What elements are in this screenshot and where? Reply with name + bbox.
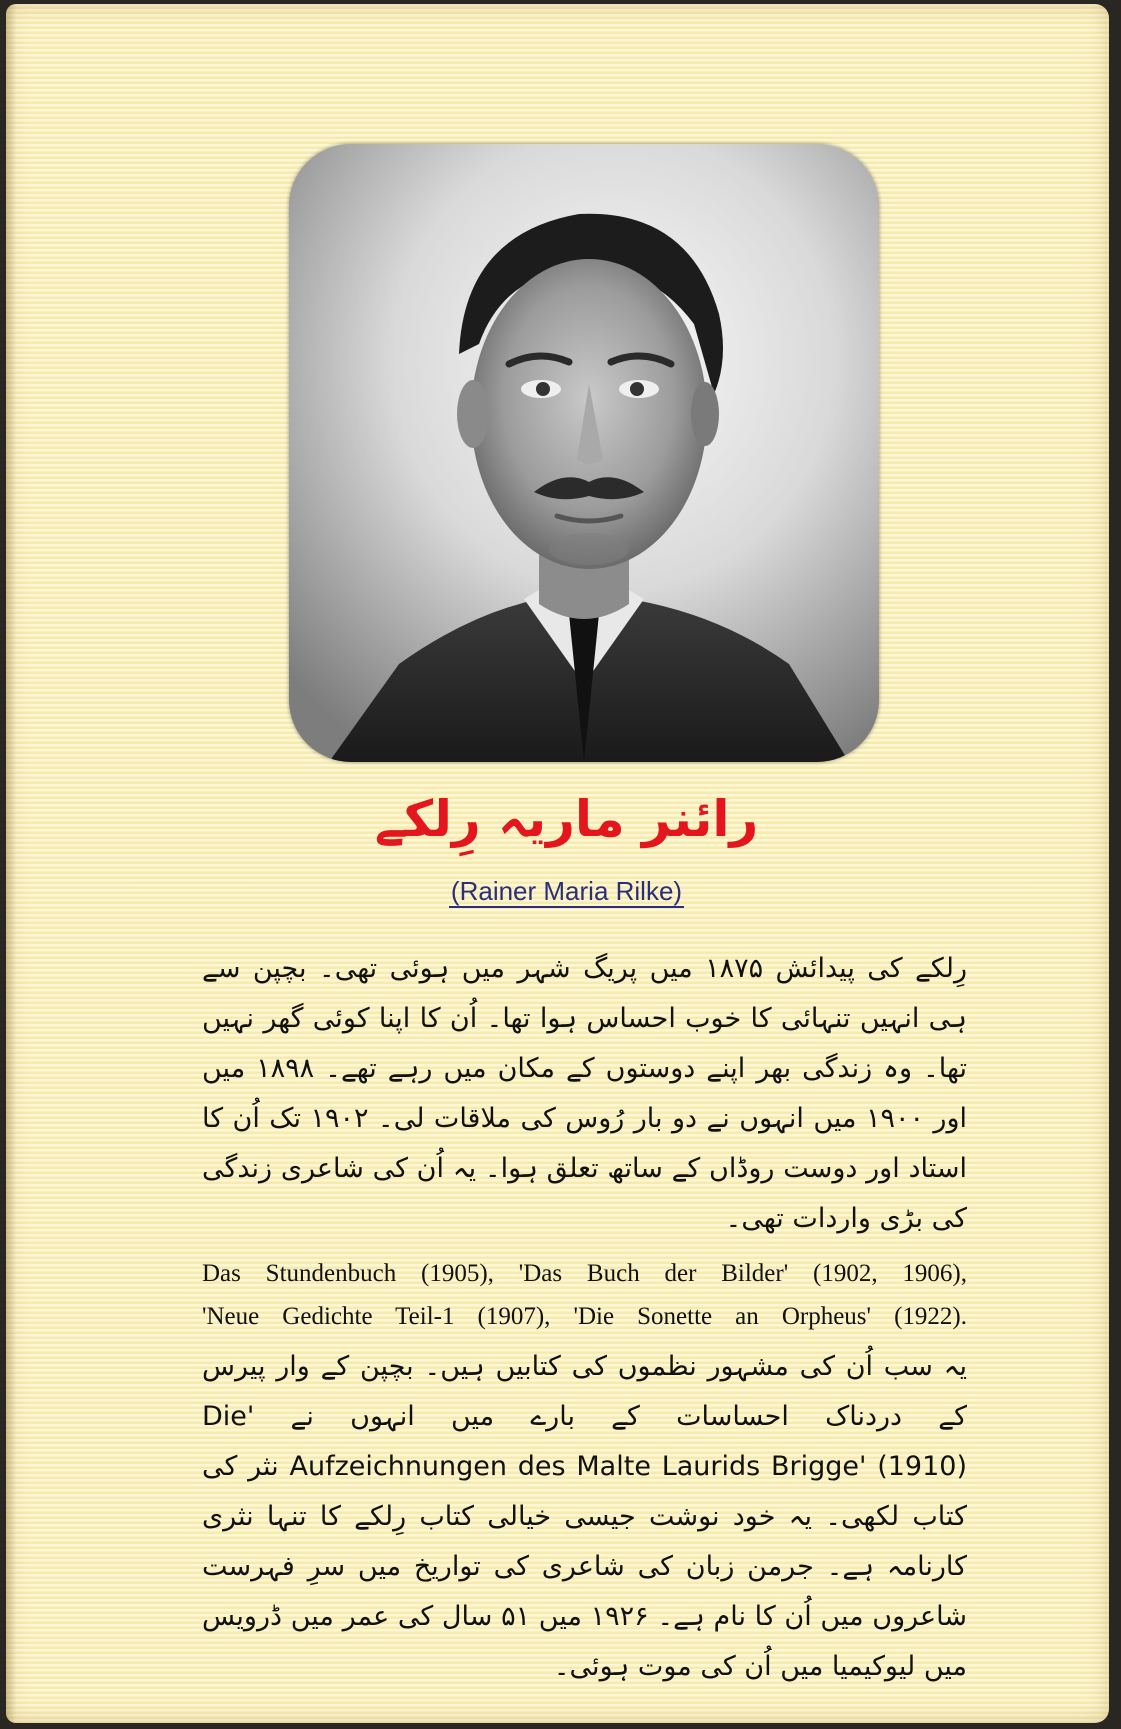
title-urdu: رائنر ماریہ رِلکے: [374, 790, 759, 848]
book-back-cover: [6, 4, 1109, 1723]
cover-spine-edge: [6, 4, 16, 1723]
biography-paragraph-1: رِلکے کی پیدائش ۱۸۷۵ میں پریگ شہر میں ہوئی تھی۔ بچپن سے ہی انہیں تنہائی کا خوب احساس ہوا تھا۔ اُن کا اپنا کوئی گھر نہیں تھا۔ وہ زندگی بھر اپنے دوستوں کے مکان میں رہے تھے۔ ۱۸۹۸ میں اور ۱۹۰۰ میں انہوں نے دو بار رُوس کی ملاقات لی۔ ۱۹۰۲ تک اُن کا استاد اور دوست روڈاں کے ساتھ تعلق ہوا۔ یہ اُن کی شاعری زندگی کی بڑی واردات تھی۔: [202, 953, 967, 1234]
author-portrait: [289, 144, 879, 762]
portrait-illustration: [289, 144, 879, 762]
biography-paragraph-2: یہ سب اُن کی مشہور نظموں کی کتابیں ہیں۔ بچپن کے وار پیرس کے دردناک احساسات کے بارے میں انہوں نے 'Die Aufzeichnungen des Malte Laurids Brigge' (1910) نثر کی کتاب لکھی۔ یہ خود نوشت جیسی خیالی کتاب رِلکے کا تنہا نثری کارنامہ ہے۔ جرمن زبان کی شاعری کی تواریخ میں سرِ فہرست شاعروں میں اُن کا نام ہے۔ ۱۹۲۶ میں ۵۱ سال کی عمر میں ڈرویس میں لیوکیمیا میں اُن کی موت ہوئی۔: [202, 1351, 968, 1682]
works-line-2: 'Neue Gedichte Teil-1 (1907), 'Die Sonette an Orpheus' (1922).: [202, 1303, 967, 1330]
title-latin: [6, 876, 1109, 907]
title-latin-text: (Rainer Maria Rilke): [450, 876, 683, 906]
biography-body: [202, 944, 967, 1692]
works-list: [202, 1252, 967, 1338]
works-line-1: Das Stundenbuch (1905), 'Das Buch der Bilder' (1902, 1906),: [202, 1260, 967, 1287]
